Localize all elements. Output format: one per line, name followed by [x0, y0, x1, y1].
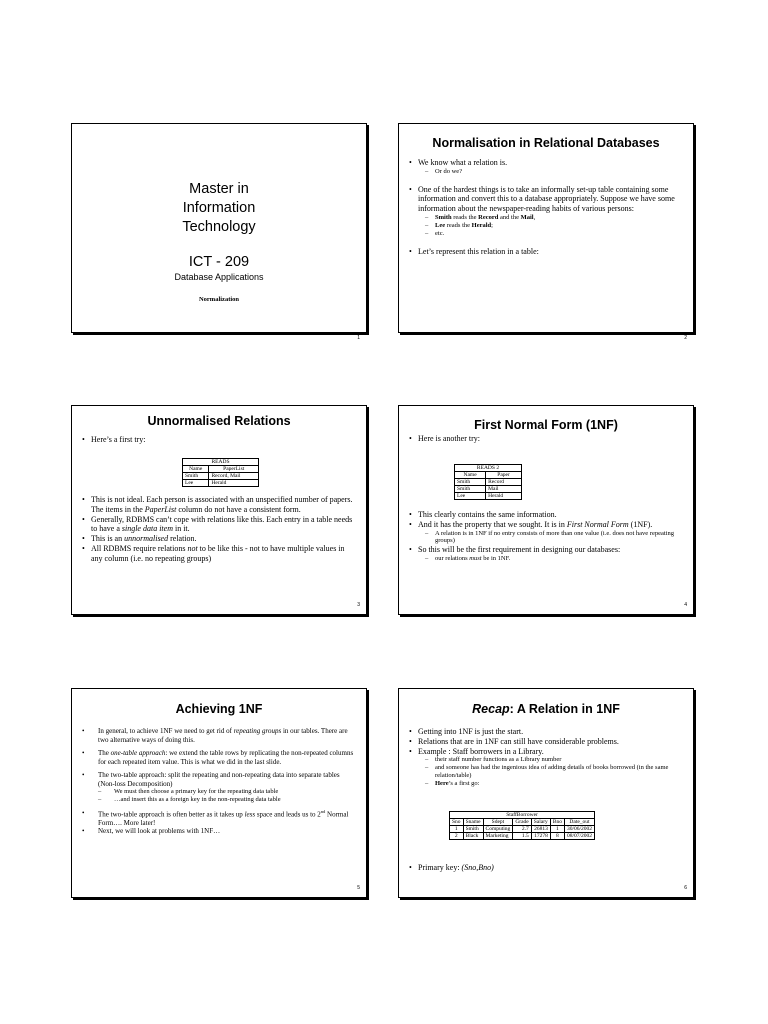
sub-bullet: – We must then choose a primary key for the repeating data table: [80, 788, 358, 796]
bullet: • And it has the property that we sought. It is in First Normal Form (1NF).: [407, 520, 685, 530]
slide-title: Unnormalised Relations: [147, 414, 291, 428]
table-header-row: Sno Sname Sdept Grade Salary Bno Date_out: [450, 819, 595, 826]
table-row: 2 Black Marketing 1.5 17278 8 08/07/2002: [450, 833, 595, 840]
bullet: • Getting into 1NF is just the start.: [407, 727, 685, 737]
bullet: • Here is another try:: [407, 434, 685, 444]
bullet: • The two-table approach: split the repeating and non-repeating data into separate tables (Non-loss Decomposition): [80, 771, 358, 788]
bullet: • One of the hardest things is to take an informally set-up table containing some information and convert this to a database appropriately. Suppose we have some information about the newspaper-reading habits of various persons:: [407, 185, 685, 214]
bullet: • Example : Staff borrowers in a Library.: [407, 747, 685, 757]
bullet: • This is an unnormalised relation.: [80, 534, 358, 544]
sub-bullet: – and someone has had the ingenious idea of adding details of books borrowed (in the same relation/table): [407, 764, 685, 780]
slide-3: [71, 405, 367, 615]
sub-bullet: – etc.: [407, 230, 685, 238]
sub-bullet: – Or do we?: [407, 168, 685, 176]
slide-title: Achieving 1NF: [175, 702, 263, 716]
subject-label: Database Applications: [174, 272, 264, 282]
bullet: • Here’s a first try:: [80, 435, 358, 445]
bullet: • The one-table approach: we extend the table rows by replicating the non-repeated columns for each repeated item value. This is what we did in the last slide.: [80, 749, 358, 766]
course-code: ICT - 209: [188, 254, 250, 270]
slide-title-line-3: Technology: [182, 219, 256, 235]
page-number: 4: [684, 602, 687, 608]
bullet: • So this will be the first requirement in designing our databases:: [407, 545, 685, 555]
table-row: Smith Record, Mail: [183, 473, 259, 480]
table-caption: READS: [183, 459, 259, 466]
sub-bullet: – …and insert this as a foreign key in the non-repeating data table: [80, 796, 358, 804]
table-header-row: Name PaperList: [183, 466, 259, 473]
bullet: • Relations that are in 1NF can still have considerable problems.: [407, 737, 685, 747]
sub-bullet: – our relations must be in 1NF.: [407, 555, 685, 563]
table-row: Lee Herald: [183, 480, 259, 487]
bullet: • Generally, RDBMS can’t cope with relations like this. Each entry in a table needs to have a single data item in it.: [80, 515, 358, 535]
page-number: 6: [684, 885, 687, 891]
table-row: Smith Record: [455, 479, 522, 486]
sub-bullet: – Lee reads the Herald;: [407, 222, 685, 230]
page-number: 5: [357, 885, 360, 891]
page-number: 2: [684, 335, 687, 341]
slide-title-line-1: Master in: [189, 181, 249, 197]
bullet: • Next, we will look at problems with 1NF…: [80, 827, 358, 836]
table-row: 1 Smith Computing 2.7 26813 1 30/06/2002: [450, 826, 595, 833]
page-number: 1: [357, 335, 360, 341]
reads2-table: [454, 464, 522, 500]
bullet: • All RDBMS require relations not to be like this - not to have multiple values in any column (i.e. no repeating groups): [80, 544, 358, 564]
sub-bullet: – their staff number functions as a Library number: [407, 756, 685, 764]
slide-title-line-2: Information: [182, 200, 256, 216]
sub-bullet: – Smith reads the Record and the Mail,: [407, 214, 685, 222]
sub-bullet: – Here’s a first go:: [407, 780, 685, 788]
table-row: Lee Herald: [455, 493, 522, 500]
reads-table: [182, 458, 259, 487]
bullet: • Primary key: (Sno,Bno): [407, 863, 685, 873]
slide-4: [398, 405, 694, 615]
table-row: Smith Mail: [455, 486, 522, 493]
table-caption: StaffBorrower: [450, 812, 595, 819]
table-header-row: Name Paper: [455, 472, 522, 479]
sub-bullet: – A relation is in 1NF if no entry consists of more than one value (i.e. does not have repeating groups): [407, 530, 685, 546]
staff-borrower-table: [449, 811, 595, 840]
slide-1: [71, 123, 367, 341]
bullet: • This is not ideal. Each person is associated with an unspecified number of papers. The items in the PaperList column do not have a consistent form.: [80, 495, 358, 515]
bullet: • Let’s represent this relation in a table:: [407, 247, 685, 257]
topic-label: Normalization: [198, 296, 240, 303]
bullet: • We know what a relation is.: [407, 158, 685, 168]
bullet: • In general, to achieve 1NF we need to get rid of repeating groups in our tables. There are two alternative ways of doing this.: [80, 727, 358, 744]
bullet: • This clearly contains the same information.: [407, 510, 685, 520]
table-caption: READS 2: [455, 465, 522, 472]
slide-5: [71, 688, 367, 898]
slide-title: Normalisation in Relational Databases: [432, 136, 660, 150]
slide-title: First Normal Form (1NF): [474, 418, 618, 432]
slide-2: [398, 123, 694, 341]
bullet: • The two-table approach is often better as it takes up less space and leads us to 2nd Normal Form…. More later!: [80, 809, 358, 827]
slide-6: [398, 688, 694, 898]
slide-title: Recap: A Relation in 1NF: [472, 702, 620, 716]
page-number: 3: [357, 602, 360, 608]
